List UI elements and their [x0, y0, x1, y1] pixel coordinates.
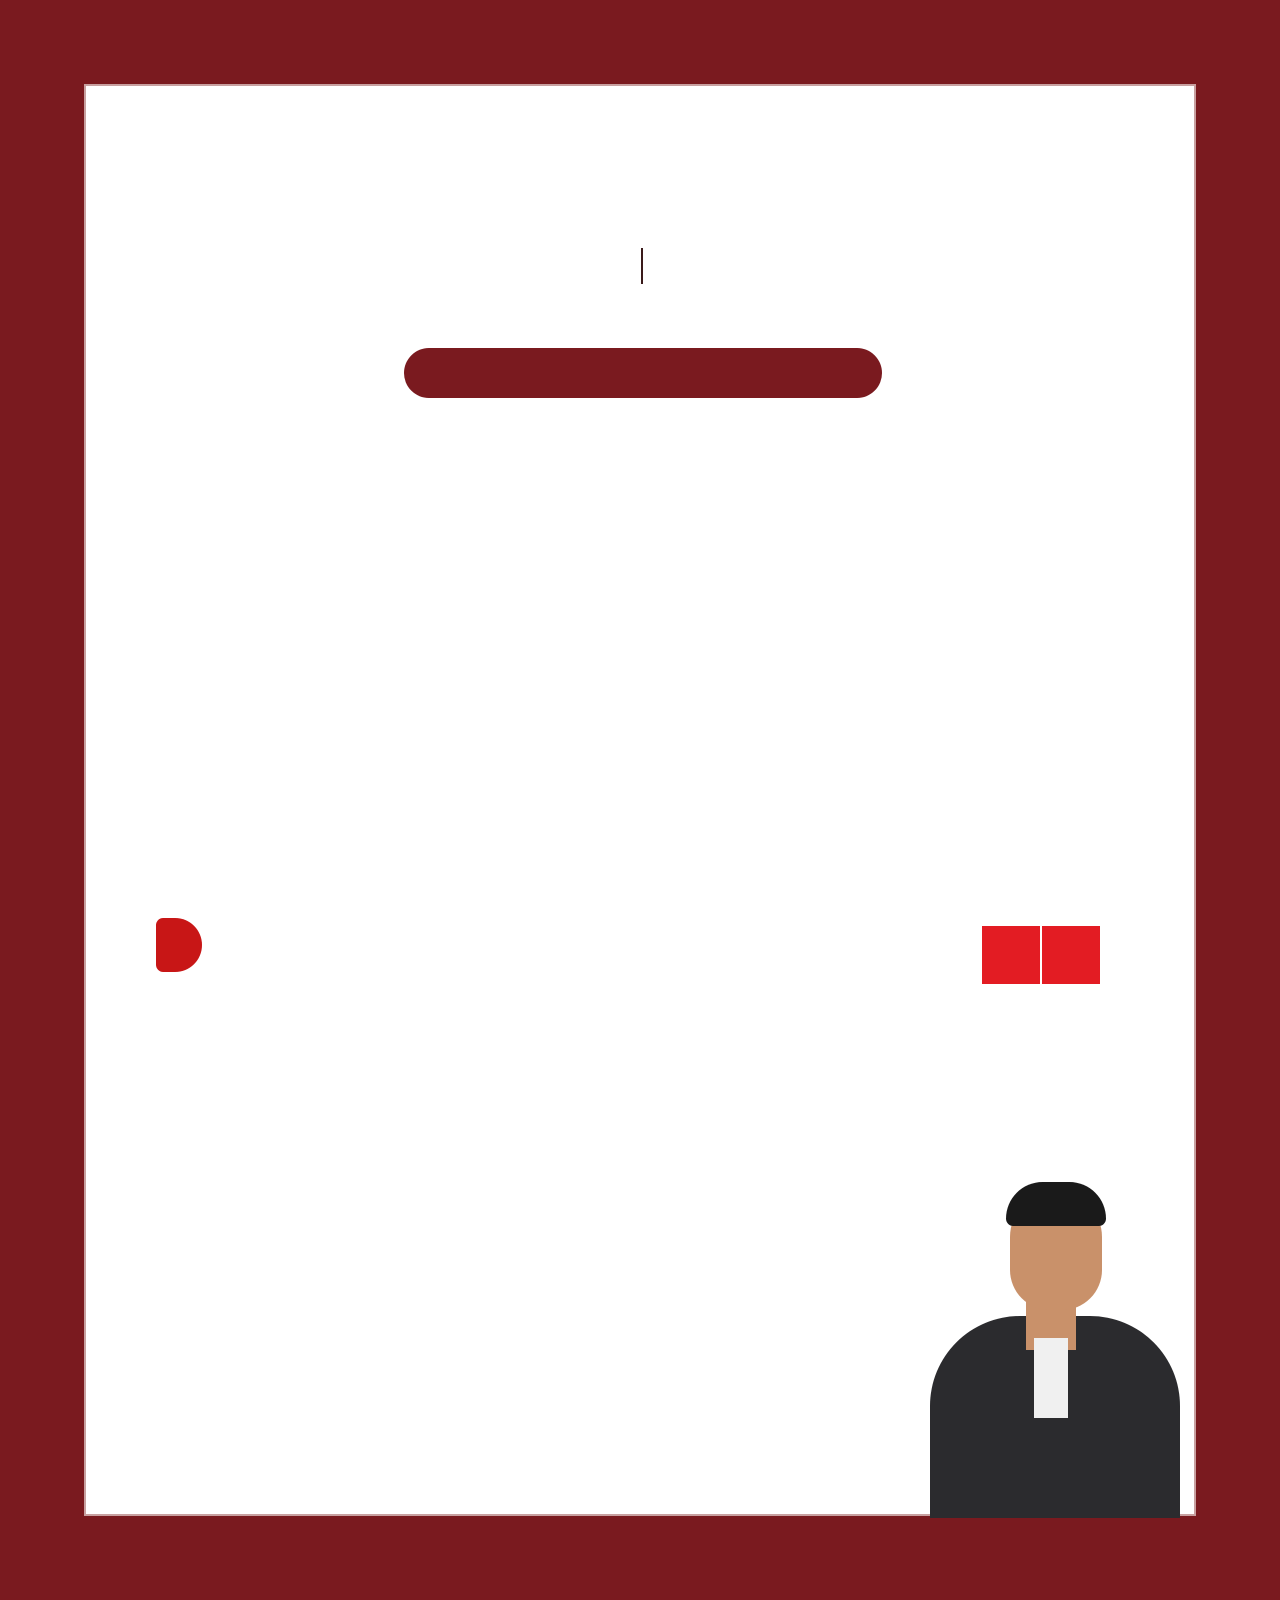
- event-info: [86, 248, 1198, 284]
- digital-shades-logo: [982, 926, 1104, 1006]
- disha-mark-icon: [156, 918, 202, 972]
- disha-logo: [142, 914, 282, 1004]
- scroll-pattern-right: [1198, 0, 1280, 1600]
- border-right: [1198, 0, 1280, 1600]
- portrait-hair: [1006, 1182, 1106, 1226]
- portrait-collar: [1034, 1338, 1068, 1418]
- scroll-pattern-left: [0, 0, 82, 1600]
- content-panel: [84, 84, 1196, 1516]
- scroll-pattern-bottom: [0, 1518, 1280, 1600]
- border-left: [0, 0, 82, 1600]
- host-portrait: [916, 1150, 1180, 1518]
- scroll-pattern-top: [0, 0, 1280, 82]
- border-bottom: [0, 1518, 1280, 1600]
- border-top: [0, 0, 1280, 82]
- section-heading-pill: [404, 348, 882, 398]
- ds-letter-d: [982, 926, 1040, 984]
- divider: [641, 248, 643, 284]
- ds-letter-s: [1042, 926, 1100, 984]
